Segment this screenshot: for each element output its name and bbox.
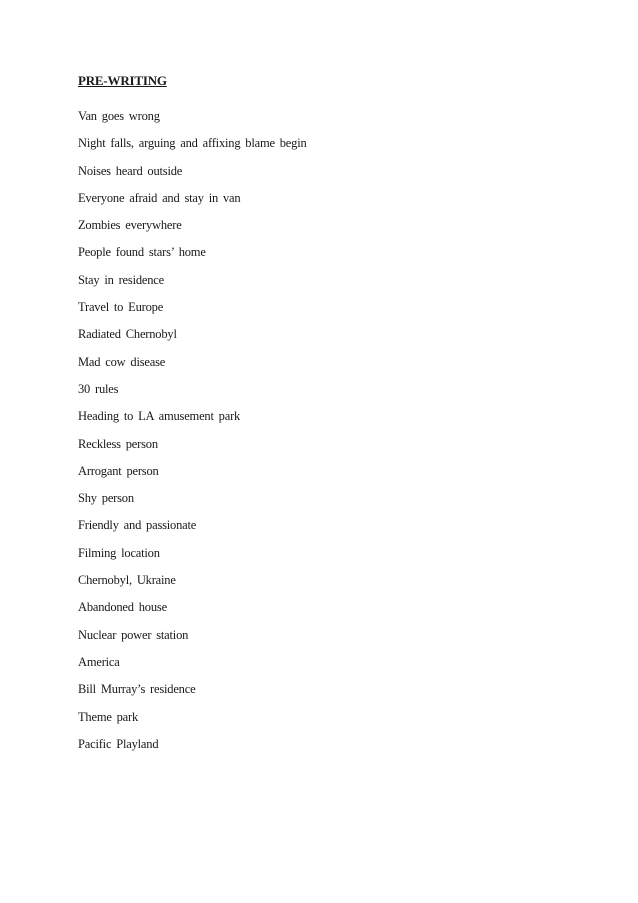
list-item: Filming location [78,545,160,560]
list-item: Zombies everywhere [78,218,182,233]
notes-list [78,108,307,763]
list-item: Noises heard outside [78,163,183,178]
page-title: PRE-WRITING [78,73,167,88]
list-item: Nuclear power station [78,627,189,642]
list-item: Abandoned house [78,600,167,615]
list-item: Radiated Chernobyl [78,327,177,342]
list-item: 30 rules [78,381,119,396]
list-item: Shy person [78,491,134,506]
list-item: Pacific Playland [78,736,159,751]
list-item: Van goes wrong [78,109,160,123]
list-item: People found stars’ home [78,245,206,260]
list-item: Reckless person [78,436,158,451]
list-item: Friendly and passionate [78,518,197,533]
list-item: Travel to Europe [78,300,164,315]
list-item: Chernobyl, Ukraine [78,573,176,588]
list-item: Mad cow disease [78,354,166,369]
list-item: Bill Murray’s residence [78,682,196,697]
list-item: Arrogant person [78,463,159,478]
list-item: Stay in residence [78,272,164,287]
list-item: Heading to LA amusement park [78,409,241,424]
list-item: Everyone afraid and stay in van [78,190,241,205]
list-item: Night falls, arguing and affixing blame begin [78,136,307,151]
list-item: Theme park [78,709,139,724]
list-item: America [78,654,120,669]
